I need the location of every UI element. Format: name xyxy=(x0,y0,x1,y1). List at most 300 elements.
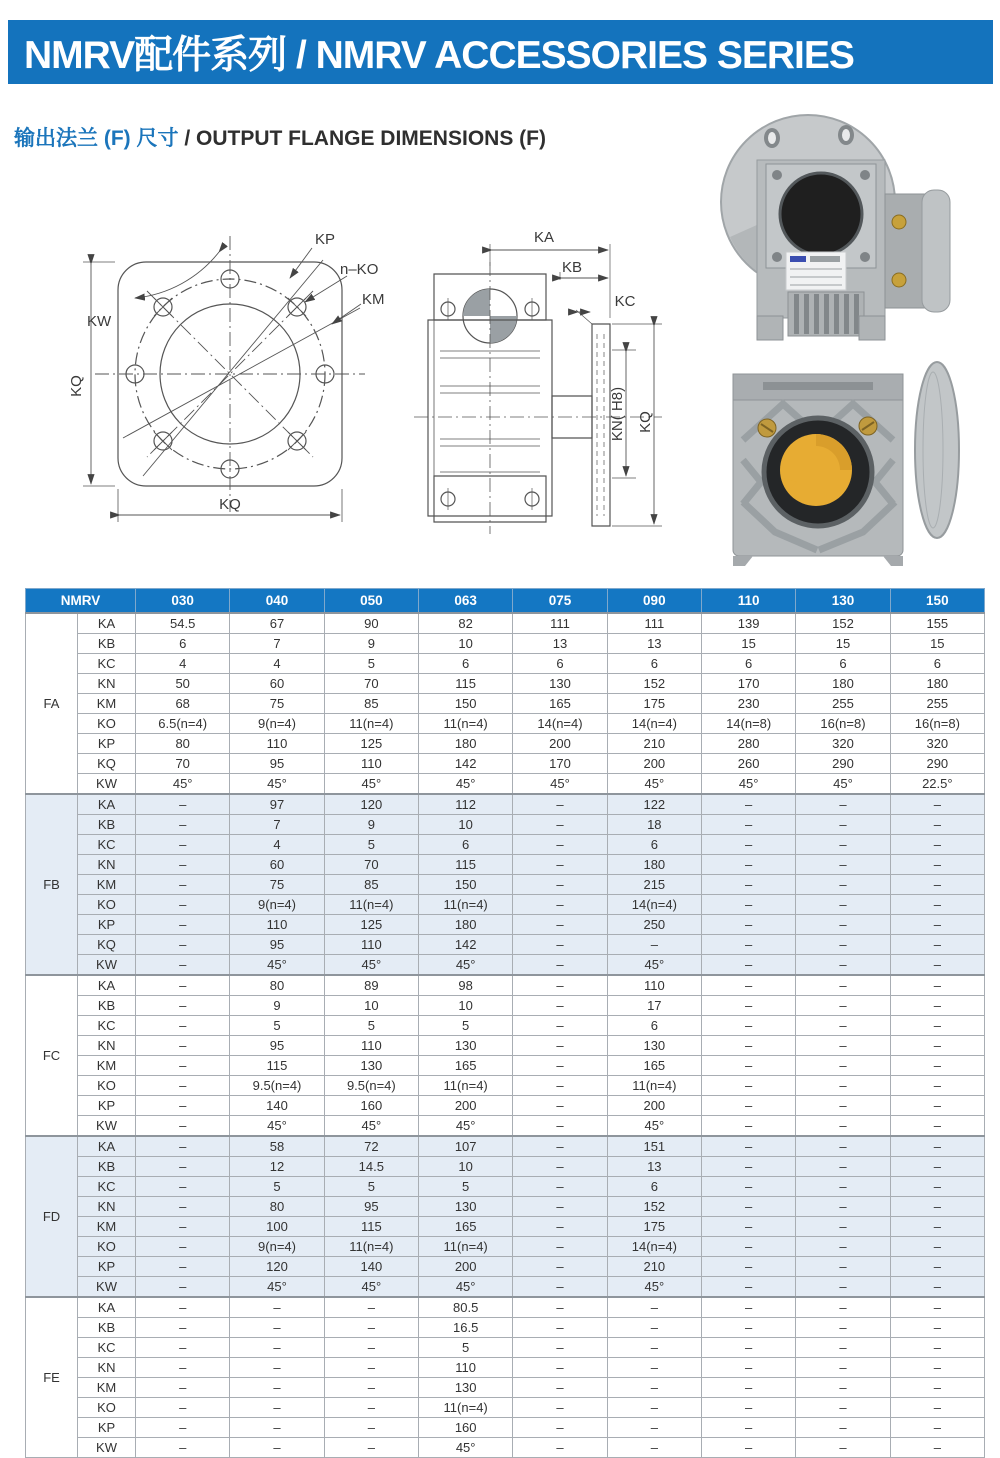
value-cell: – xyxy=(701,1438,795,1458)
value-cell: – xyxy=(513,1197,607,1217)
dim-cell: KM xyxy=(78,1056,136,1076)
value-cell: – xyxy=(701,1076,795,1096)
value-cell: 6 xyxy=(701,654,795,674)
header-cell-size: 030 xyxy=(136,589,230,614)
value-cell: – xyxy=(324,1418,418,1438)
dim-cell: KO xyxy=(78,895,136,915)
value-cell: 5 xyxy=(324,1016,418,1036)
value-cell: 6 xyxy=(890,654,984,674)
value-cell: 45° xyxy=(324,1116,418,1137)
value-cell: 11(n=4) xyxy=(419,714,513,734)
value-cell: 6 xyxy=(136,634,230,654)
dim-cell: KN xyxy=(78,674,136,694)
table-row xyxy=(26,1237,985,1257)
group-cell-fc: FC xyxy=(26,975,78,1136)
value-cell: 15 xyxy=(890,634,984,654)
value-cell: – xyxy=(796,1056,890,1076)
value-cell: 9(n=4) xyxy=(230,1237,324,1257)
value-cell: – xyxy=(701,1318,795,1338)
value-cell: – xyxy=(796,1096,890,1116)
value-cell: 18 xyxy=(607,815,701,835)
value-cell: – xyxy=(607,1378,701,1398)
value-cell: – xyxy=(701,1338,795,1358)
dim-label-kp: KP xyxy=(315,231,336,248)
value-cell: 11(n=4) xyxy=(607,1076,701,1096)
value-cell: 110 xyxy=(230,734,324,754)
value-cell: 11(n=4) xyxy=(419,1398,513,1418)
value-cell: – xyxy=(796,1036,890,1056)
table-row xyxy=(26,654,985,674)
value-cell: 45° xyxy=(607,955,701,976)
flange-disc-edge xyxy=(915,362,959,538)
table-row xyxy=(26,835,985,855)
value-cell: – xyxy=(513,855,607,875)
value-cell: 180 xyxy=(607,855,701,875)
value-cell: – xyxy=(230,1438,324,1458)
value-cell: 17 xyxy=(607,996,701,1016)
value-cell: – xyxy=(796,1338,890,1358)
value-cell: – xyxy=(890,1217,984,1237)
dim-cell: KP xyxy=(78,1418,136,1438)
value-cell: – xyxy=(796,1016,890,1036)
value-cell: 16.5 xyxy=(419,1318,513,1338)
value-cell: 11(n=4) xyxy=(419,1237,513,1257)
value-cell: 16(n=8) xyxy=(796,714,890,734)
group-cell-fb: FB xyxy=(26,794,78,975)
value-cell: – xyxy=(701,1257,795,1277)
value-cell: 9 xyxy=(324,815,418,835)
value-cell: 165 xyxy=(419,1217,513,1237)
value-cell: 130 xyxy=(607,1036,701,1056)
value-cell: 75 xyxy=(230,694,324,714)
value-cell: 45° xyxy=(607,1116,701,1137)
value-cell: 10 xyxy=(419,634,513,654)
value-cell: – xyxy=(701,835,795,855)
value-cell: 139 xyxy=(701,613,795,634)
value-cell: 9 xyxy=(324,634,418,654)
value-cell: 142 xyxy=(419,935,513,955)
header-cell-nmrv: NMRV xyxy=(26,589,136,614)
table-row xyxy=(26,1378,985,1398)
value-cell: 82 xyxy=(419,613,513,634)
value-cell: – xyxy=(513,935,607,955)
value-cell: – xyxy=(796,1257,890,1277)
value-cell: 180 xyxy=(419,915,513,935)
value-cell: – xyxy=(701,1157,795,1177)
dim-cell: KA xyxy=(78,1297,136,1318)
value-cell: – xyxy=(513,1378,607,1398)
dim-cell: KA xyxy=(78,794,136,815)
value-cell: – xyxy=(796,1277,890,1298)
table-row xyxy=(26,875,985,895)
value-cell: 5 xyxy=(324,835,418,855)
value-cell: 5 xyxy=(324,1177,418,1197)
dim-label-kc: KC xyxy=(614,293,636,310)
value-cell: – xyxy=(796,1197,890,1217)
value-cell: 125 xyxy=(324,734,418,754)
value-cell: – xyxy=(136,1016,230,1036)
dim-label-kw: KW xyxy=(87,313,112,330)
value-cell: 5 xyxy=(419,1016,513,1036)
value-cell: 110 xyxy=(607,975,701,996)
value-cell: – xyxy=(136,1177,230,1197)
value-cell: 115 xyxy=(324,1217,418,1237)
value-cell: – xyxy=(701,935,795,955)
value-cell: 110 xyxy=(324,935,418,955)
value-cell: – xyxy=(607,1358,701,1378)
value-cell: – xyxy=(890,1016,984,1036)
value-cell: – xyxy=(136,1096,230,1116)
value-cell: 255 xyxy=(890,694,984,714)
value-cell: – xyxy=(701,1136,795,1157)
dim-label-kb: KB xyxy=(561,259,583,276)
value-cell: – xyxy=(796,1116,890,1137)
value-cell: 142 xyxy=(419,754,513,774)
value-cell: – xyxy=(607,1438,701,1458)
value-cell: – xyxy=(513,835,607,855)
value-cell: 14(n=4) xyxy=(607,714,701,734)
value-cell: 160 xyxy=(324,1096,418,1116)
value-cell: 45° xyxy=(796,774,890,795)
section-title xyxy=(14,122,546,152)
value-cell: – xyxy=(136,996,230,1016)
value-cell: – xyxy=(324,1378,418,1398)
value-cell: – xyxy=(136,815,230,835)
value-cell: 255 xyxy=(796,694,890,714)
value-cell: – xyxy=(136,1237,230,1257)
dim-cell: KC xyxy=(78,654,136,674)
table-row xyxy=(26,855,985,875)
dim-cell: KN xyxy=(78,1358,136,1378)
value-cell: – xyxy=(136,855,230,875)
value-cell: – xyxy=(890,1398,984,1418)
value-cell: – xyxy=(324,1398,418,1418)
value-cell: – xyxy=(230,1297,324,1318)
value-cell: 72 xyxy=(324,1136,418,1157)
value-cell: – xyxy=(607,1297,701,1318)
group-cell-fd: FD xyxy=(26,1136,78,1297)
value-cell: 10 xyxy=(419,996,513,1016)
value-cell: – xyxy=(796,1136,890,1157)
value-cell: 45° xyxy=(419,1116,513,1137)
value-cell: 210 xyxy=(607,1257,701,1277)
value-cell: – xyxy=(513,1297,607,1318)
header-cell-size: 040 xyxy=(230,589,324,614)
value-cell: 95 xyxy=(324,1197,418,1217)
dim-cell: KC xyxy=(78,1177,136,1197)
value-cell: 6 xyxy=(419,835,513,855)
table-row xyxy=(26,1036,985,1056)
value-cell: – xyxy=(136,1116,230,1137)
value-cell: 290 xyxy=(890,754,984,774)
value-cell: 45° xyxy=(513,774,607,795)
table-row xyxy=(26,1438,985,1458)
dim-cell: KW xyxy=(78,955,136,976)
value-cell: – xyxy=(136,1197,230,1217)
dim-cell: KW xyxy=(78,1116,136,1137)
value-cell: – xyxy=(701,1056,795,1076)
value-cell: – xyxy=(890,1338,984,1358)
dim-cell: KM xyxy=(78,1217,136,1237)
value-cell: – xyxy=(607,1418,701,1438)
dim-cell: KN xyxy=(78,1036,136,1056)
value-cell: 6.5(n=4) xyxy=(136,714,230,734)
value-cell: – xyxy=(796,1177,890,1197)
value-cell: 11(n=4) xyxy=(324,895,418,915)
value-cell: – xyxy=(890,955,984,976)
value-cell: – xyxy=(796,875,890,895)
value-cell: 6 xyxy=(607,835,701,855)
value-cell: 50 xyxy=(136,674,230,694)
value-cell: – xyxy=(136,975,230,996)
section-title-zh: 输出法兰 (F) 尺寸 xyxy=(14,127,179,150)
value-cell: – xyxy=(136,1318,230,1338)
value-cell: 170 xyxy=(513,754,607,774)
value-cell: 45° xyxy=(419,1438,513,1458)
table-row xyxy=(26,1277,985,1298)
dim-label-kn: KN( H8) xyxy=(609,386,626,442)
value-cell: – xyxy=(890,1096,984,1116)
value-cell: 111 xyxy=(513,613,607,634)
value-cell: 120 xyxy=(230,1257,324,1277)
value-cell: – xyxy=(230,1378,324,1398)
value-cell: – xyxy=(796,895,890,915)
value-cell: 130 xyxy=(419,1036,513,1056)
value-cell: – xyxy=(324,1358,418,1378)
gearbox-photo-flange-side xyxy=(700,102,990,352)
value-cell: – xyxy=(890,1257,984,1277)
value-cell: 100 xyxy=(230,1217,324,1237)
value-cell: 45° xyxy=(324,1277,418,1298)
value-cell: – xyxy=(136,875,230,895)
dim-cell: KO xyxy=(78,714,136,734)
value-cell: – xyxy=(136,1398,230,1418)
value-cell: – xyxy=(513,1418,607,1438)
value-cell: 45° xyxy=(230,1277,324,1298)
value-cell: 122 xyxy=(607,794,701,815)
value-cell: – xyxy=(796,815,890,835)
value-cell: – xyxy=(136,1418,230,1438)
value-cell: 80 xyxy=(230,975,324,996)
table-row xyxy=(26,1056,985,1076)
value-cell: 160 xyxy=(419,1418,513,1438)
value-cell: 165 xyxy=(513,694,607,714)
value-cell: – xyxy=(796,1157,890,1177)
value-cell: 54.5 xyxy=(136,613,230,634)
value-cell: 14.5 xyxy=(324,1157,418,1177)
value-cell: – xyxy=(890,815,984,835)
dim-cell: KM xyxy=(78,875,136,895)
table-row xyxy=(26,694,985,714)
value-cell: 110 xyxy=(324,1036,418,1056)
value-cell: – xyxy=(230,1338,324,1358)
value-cell: 14(n=4) xyxy=(513,714,607,734)
value-cell: – xyxy=(324,1297,418,1318)
value-cell: – xyxy=(701,815,795,835)
value-cell: 67 xyxy=(230,613,324,634)
value-cell: 175 xyxy=(607,694,701,714)
value-cell: – xyxy=(324,1338,418,1358)
table-row xyxy=(26,1157,985,1177)
value-cell: 80.5 xyxy=(419,1297,513,1318)
value-cell: – xyxy=(513,875,607,895)
table-row xyxy=(26,1076,985,1096)
dim-cell: KA xyxy=(78,975,136,996)
value-cell: 4 xyxy=(136,654,230,674)
value-cell: 13 xyxy=(513,634,607,654)
value-cell: 45° xyxy=(136,774,230,795)
value-cell: – xyxy=(796,1076,890,1096)
table-row xyxy=(26,1358,985,1378)
value-cell: 130 xyxy=(513,674,607,694)
value-cell: – xyxy=(890,1136,984,1157)
value-cell: 97 xyxy=(230,794,324,815)
value-cell: 260 xyxy=(701,754,795,774)
dim-cell: KW xyxy=(78,774,136,795)
value-cell: – xyxy=(796,1418,890,1438)
value-cell: 14(n=4) xyxy=(607,1237,701,1257)
value-cell: – xyxy=(513,1076,607,1096)
input-bore xyxy=(780,173,862,255)
value-cell: – xyxy=(607,1338,701,1358)
value-cell: – xyxy=(796,935,890,955)
value-cell: – xyxy=(513,975,607,996)
section-title-en: / OUTPUT FLANGE DIMENSIONS (F) xyxy=(178,127,546,150)
value-cell: 5 xyxy=(230,1177,324,1197)
table-row xyxy=(26,1257,985,1277)
value-cell: – xyxy=(513,1217,607,1237)
value-cell: – xyxy=(230,1318,324,1338)
dim-cell: KM xyxy=(78,1378,136,1398)
dim-cell: KA xyxy=(78,1136,136,1157)
table-row xyxy=(26,1136,985,1157)
value-cell: – xyxy=(513,1056,607,1076)
value-cell: 45° xyxy=(419,955,513,976)
value-cell: – xyxy=(136,895,230,915)
value-cell: 111 xyxy=(607,613,701,634)
value-cell: – xyxy=(136,935,230,955)
value-cell: – xyxy=(701,1036,795,1056)
value-cell: 290 xyxy=(796,754,890,774)
value-cell: – xyxy=(607,935,701,955)
table-row xyxy=(26,1197,985,1217)
value-cell: 6 xyxy=(796,654,890,674)
dim-cell: KC xyxy=(78,835,136,855)
value-cell: – xyxy=(890,1056,984,1076)
value-cell: 4 xyxy=(230,835,324,855)
value-cell: – xyxy=(230,1358,324,1378)
value-cell: – xyxy=(513,1257,607,1277)
value-cell: – xyxy=(513,1116,607,1137)
value-cell: – xyxy=(701,1096,795,1116)
table-row xyxy=(26,714,985,734)
value-cell: – xyxy=(796,1398,890,1418)
value-cell: 165 xyxy=(607,1056,701,1076)
value-cell: 70 xyxy=(136,754,230,774)
value-cell: 110 xyxy=(230,915,324,935)
value-cell: – xyxy=(796,1318,890,1338)
table-row xyxy=(26,975,985,996)
value-cell: 9.5(n=4) xyxy=(230,1076,324,1096)
value-cell: – xyxy=(136,1277,230,1298)
value-cell: – xyxy=(890,1237,984,1257)
table-row xyxy=(26,613,985,634)
value-cell: 11(n=4) xyxy=(419,895,513,915)
table-row xyxy=(26,996,985,1016)
value-cell: – xyxy=(890,975,984,996)
dim-cell: KC xyxy=(78,1016,136,1036)
value-cell: – xyxy=(890,1076,984,1096)
value-cell: 140 xyxy=(324,1257,418,1277)
value-cell: – xyxy=(136,915,230,935)
value-cell: 15 xyxy=(796,634,890,654)
value-cell: 12 xyxy=(230,1157,324,1177)
value-cell: – xyxy=(701,1197,795,1217)
value-cell: 170 xyxy=(701,674,795,694)
value-cell: – xyxy=(701,1277,795,1298)
value-cell: 13 xyxy=(607,634,701,654)
value-cell: – xyxy=(230,1398,324,1418)
value-cell: – xyxy=(890,996,984,1016)
gearbox-side-view-drawing xyxy=(400,226,700,548)
value-cell: 16(n=8) xyxy=(890,714,984,734)
dim-cell: KC xyxy=(78,1338,136,1358)
value-cell: 75 xyxy=(230,875,324,895)
value-cell: 130 xyxy=(419,1378,513,1398)
header-cell-size: 063 xyxy=(419,589,513,614)
value-cell: 5 xyxy=(419,1177,513,1197)
value-cell: 115 xyxy=(419,674,513,694)
value-cell: 150 xyxy=(419,875,513,895)
value-cell: – xyxy=(796,1297,890,1318)
value-cell: 70 xyxy=(324,855,418,875)
value-cell: – xyxy=(796,855,890,875)
value-cell: 107 xyxy=(419,1136,513,1157)
value-cell: 45° xyxy=(230,1116,324,1137)
value-cell: – xyxy=(796,1358,890,1378)
table-header-row xyxy=(26,589,985,614)
value-cell: – xyxy=(513,1016,607,1036)
value-cell: – xyxy=(890,1036,984,1056)
dim-cell: KA xyxy=(78,613,136,634)
table-row xyxy=(26,754,985,774)
value-cell: 10 xyxy=(419,815,513,835)
table-row xyxy=(26,774,985,795)
dim-label-nko: n–KO xyxy=(340,261,379,278)
value-cell: – xyxy=(701,1378,795,1398)
value-cell: 11(n=4) xyxy=(324,714,418,734)
value-cell: 45° xyxy=(230,774,324,795)
value-cell: 4 xyxy=(230,654,324,674)
value-cell: 89 xyxy=(324,975,418,996)
value-cell: – xyxy=(890,835,984,855)
value-cell: – xyxy=(701,996,795,1016)
value-cell: – xyxy=(136,1157,230,1177)
dim-cell: KB xyxy=(78,634,136,654)
value-cell: 6 xyxy=(607,1016,701,1036)
value-cell: – xyxy=(136,1438,230,1458)
value-cell: – xyxy=(796,1237,890,1257)
value-cell: 152 xyxy=(607,1197,701,1217)
value-cell: – xyxy=(701,1358,795,1378)
dim-cell: KQ xyxy=(78,935,136,955)
value-cell: 130 xyxy=(419,1197,513,1217)
value-cell: – xyxy=(513,1358,607,1378)
value-cell: – xyxy=(890,1297,984,1318)
header-cell-size: 050 xyxy=(324,589,418,614)
table-row xyxy=(26,794,985,815)
value-cell: 125 xyxy=(324,915,418,935)
